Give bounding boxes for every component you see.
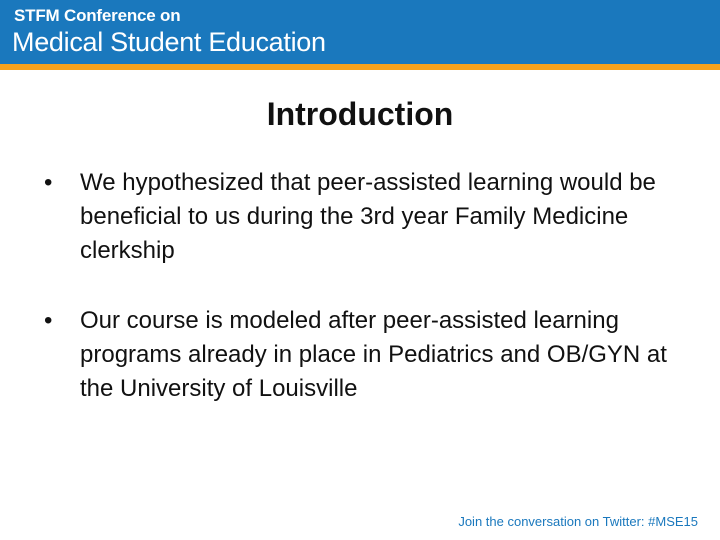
bullet-item — [38, 166, 698, 268]
slide-title: Introduction — [266, 96, 454, 132]
conference-name-line2: Medical Student Education — [12, 27, 326, 57]
bullet-dot: • — [44, 307, 53, 334]
twitter-hashtag-footer: Join the conversation on Twitter: #MSE15 — [458, 514, 698, 529]
conference-name-line1: STFM Conference on — [14, 6, 181, 25]
bullet-list — [38, 166, 698, 442]
bullet-item — [38, 304, 698, 406]
bullet-text: We hypothesized that peer-assisted learning would be beneficial to us during the 3rd year Family Medicine clerkship — [80, 169, 656, 264]
bullet-dot: • — [44, 169, 53, 196]
conference-header-bar — [0, 0, 720, 64]
bullet-text: Our course is modeled after peer-assisted learning programs already in place in Pediatrics and OB/GYN at the University of Louisville — [80, 307, 667, 402]
header-accent-stripe — [0, 64, 720, 70]
